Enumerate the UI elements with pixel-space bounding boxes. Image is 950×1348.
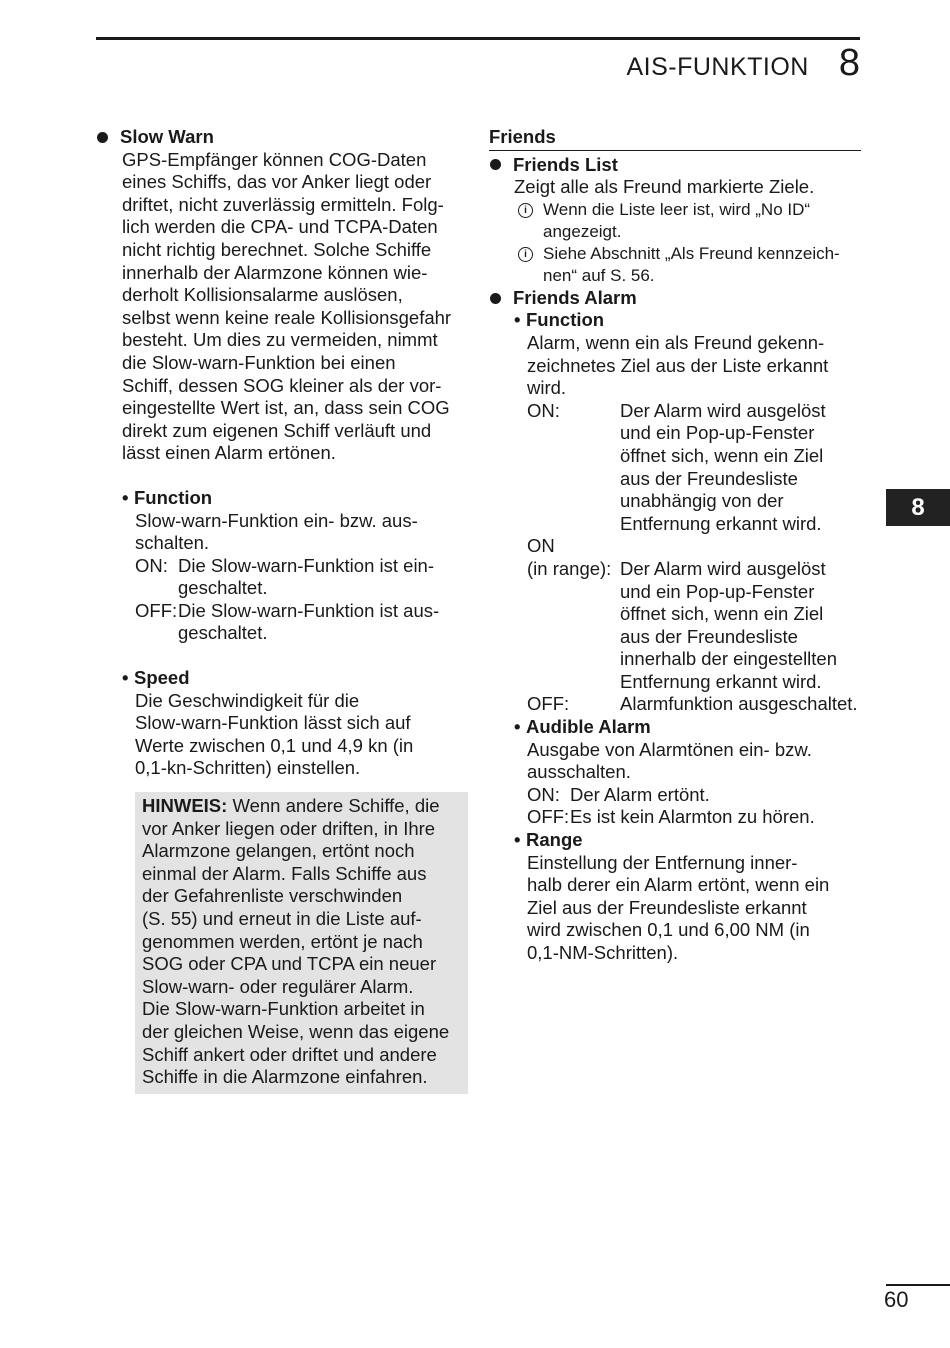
function-heading: • Function bbox=[122, 486, 213, 508]
friends-alarm-function bbox=[514, 309, 861, 964]
text-line: genommen werden, ertönt je nach bbox=[142, 930, 423, 952]
chapter-number: 8 bbox=[838, 42, 860, 84]
text-line: GPS-Empfänger können COG-Daten bbox=[122, 148, 427, 170]
audible-alarm-heading: • Audible Alarm bbox=[514, 716, 651, 738]
slow-warn-function bbox=[122, 487, 468, 645]
info-note: i Wenn die Liste leer ist, wird „No ID“ angezeigt. bbox=[514, 199, 861, 243]
chapter-side-tab: 8 bbox=[886, 489, 950, 526]
text-line: Alarm, wenn ein als Freund gekenn- bbox=[527, 331, 825, 353]
audible-on-definition: ON: Der Alarm ertönt. bbox=[527, 783, 710, 805]
text-line: Die Geschwindigkeit für die bbox=[135, 689, 360, 711]
speed-heading: • Speed bbox=[122, 667, 190, 689]
function-on-range-definition: (in range): Der Alarm wird ausgelöst und ein Pop-up-Fenster öffnet sich, wenn ein Ziel aus der Freundesliste innerhalb der eingestellten Entfernung erkannt wird. bbox=[527, 557, 838, 692]
function-on-definition: ON: Der Alarm wird ausgelöst und ein Pop-up-Fenster öffnet sich, wenn ein Ziel aus der Freundesliste unabhängig von der Entfernung erkannt wird. bbox=[527, 399, 826, 534]
text-line: 0,1-NM-Schritten). bbox=[527, 942, 679, 963]
text-line: 0,1-kn-Schritten) einstellen. bbox=[135, 757, 361, 779]
text-line: driftet, nicht zuverlässig ermitteln. Folg- bbox=[122, 193, 444, 215]
text-line: Schiff ankert oder driftet und andere bbox=[142, 1043, 437, 1065]
text-line: Slow-warn-Funktion lässt sich auf bbox=[135, 712, 411, 734]
slow-warn-heading: Slow Warn bbox=[96, 126, 468, 149]
text-line: selbst wenn keine reale Kollisionsgefahr bbox=[122, 306, 452, 328]
text-line: Die Slow-warn-Funktion arbeitet in bbox=[142, 998, 425, 1020]
page-number: 60 bbox=[884, 1287, 909, 1312]
right-column bbox=[489, 126, 861, 965]
text-line: zeichnetes Ziel aus der Liste erkannt bbox=[527, 354, 829, 376]
page-header bbox=[626, 42, 860, 84]
text-line: ausschalten. bbox=[527, 761, 631, 783]
text-line: der gleichen Weise, wenn das eigene bbox=[142, 1020, 450, 1042]
info-icon: i bbox=[518, 247, 533, 262]
text-line: halb derer ein Alarm ertönt, wenn ein bbox=[527, 874, 830, 896]
text-line: Einstellung der Entfernung inner- bbox=[527, 851, 798, 873]
info-icon: i bbox=[518, 203, 533, 218]
bullet-icon bbox=[490, 293, 501, 304]
text-line: wird zwischen 0,1 und 6,00 NM (in bbox=[527, 919, 810, 941]
text-line: besteht. Um dies zu vermeiden, nimmt bbox=[122, 329, 438, 351]
text-line: Slow-warn-Funktion ein- bzw. aus- bbox=[135, 509, 418, 531]
text-line: Ziel aus der Freundesliste erkannt bbox=[527, 896, 807, 918]
slow-warn-speed bbox=[122, 667, 468, 780]
function-heading: • Function bbox=[514, 309, 605, 331]
top-rule bbox=[96, 37, 860, 40]
bullet-icon bbox=[490, 159, 501, 170]
function-off-definition: OFF: Alarmfunktion ausgeschaltet. bbox=[527, 693, 858, 715]
text-line: nicht richtig berechnet. Solche Schiffe bbox=[122, 238, 432, 260]
audible-off-definition: OFF: Es ist kein Alarmton zu hören. bbox=[527, 806, 815, 828]
text-line: Alarmzone gelangen, ertönt noch bbox=[142, 840, 415, 862]
friends-list-body bbox=[514, 176, 861, 287]
section-title: Friends bbox=[489, 126, 861, 151]
text-line: Schiffe in die Alarmzone einfahren. bbox=[142, 1066, 428, 1088]
left-column bbox=[96, 126, 468, 1094]
friends-alarm-heading: Friends Alarm bbox=[489, 287, 861, 310]
range-heading: • Range bbox=[514, 829, 583, 851]
slow-warn-body bbox=[122, 149, 468, 465]
text-line: vor Anker liegen oder driften, in Ihre bbox=[142, 817, 436, 839]
bullet-icon bbox=[97, 132, 108, 143]
text-line: lich werden die CPA- und TCPA-Daten bbox=[122, 216, 438, 238]
text-line: lässt einen Alarm ertönen. bbox=[122, 442, 336, 464]
friends-list-heading: Friends List bbox=[489, 154, 861, 177]
text-line: (S. 55) und erneut in die Liste auf- bbox=[142, 908, 422, 929]
note-box: HINWEIS: Wenn andere Schiffe, die vor Anker liegen oder driften, in Ihre Alarmzone gelangen, ertönt noch einmal der Alarm. Falls Schiffe aus der Gefahrenliste verschwinden (S. 55) und erneut in die Liste auf- genommen werden, ertönt je nach SOG oder CPA und TCPA ein neuer Slow-warn- oder regulärer Alarm. Die Slow-warn-Funktion arbeitet in der gleichen Weise, wenn das eigene Schiff ankert oder driftet und andere Schiffe in die Alarmzone einfahren. bbox=[135, 792, 468, 1094]
on-range-key: ON bbox=[527, 535, 555, 557]
text-line: eines Schiffs, das vor Anker liegt oder bbox=[122, 171, 432, 193]
note-label: HINWEIS: bbox=[142, 795, 228, 817]
text-line: einmal der Alarm. Falls Schiffe aus bbox=[142, 862, 427, 884]
function-on-definition: ON: Die Slow-warn-Funktion ist ein- geschaltet. bbox=[135, 554, 435, 599]
text-line: derholt Kollisionsalarme auslösen, bbox=[122, 284, 403, 306]
function-off-definition: OFF: Die Slow-warn-Funktion ist aus- geschaltet. bbox=[135, 599, 440, 644]
text-line: wird. bbox=[527, 377, 567, 399]
text-line: schalten. bbox=[135, 532, 210, 554]
info-note: i Siehe Abschnitt „Als Freund kennzeich- nen“ auf S. 56. bbox=[514, 243, 861, 287]
text-line: direkt zum eigenen Schiff verläuft und bbox=[122, 419, 432, 441]
text-line: eingestellte Wert ist, an, dass sein COG bbox=[122, 397, 450, 419]
text-line: Werte zwischen 0,1 und 4,9 kn (in bbox=[135, 734, 414, 756]
text-line: der Gefahrenliste verschwinden bbox=[142, 885, 403, 907]
text-line: innerhalb der Alarmzone können wie- bbox=[122, 261, 428, 283]
text-line: die Slow-warn-Funktion bei einen bbox=[122, 351, 396, 373]
text-line: Ausgabe von Alarmtönen ein- bzw. bbox=[527, 738, 812, 760]
chapter-title: AIS-FUNKTION bbox=[626, 53, 809, 81]
text-line: Slow-warn- oder regulärer Alarm. bbox=[142, 975, 414, 997]
text-line: Zeigt alle als Freund markierte Ziele. bbox=[514, 176, 815, 198]
text-line: SOG oder CPA und TCPA ein neuer bbox=[142, 953, 437, 975]
text-line: Schiff, dessen SOG kleiner als der vor- bbox=[122, 374, 442, 396]
